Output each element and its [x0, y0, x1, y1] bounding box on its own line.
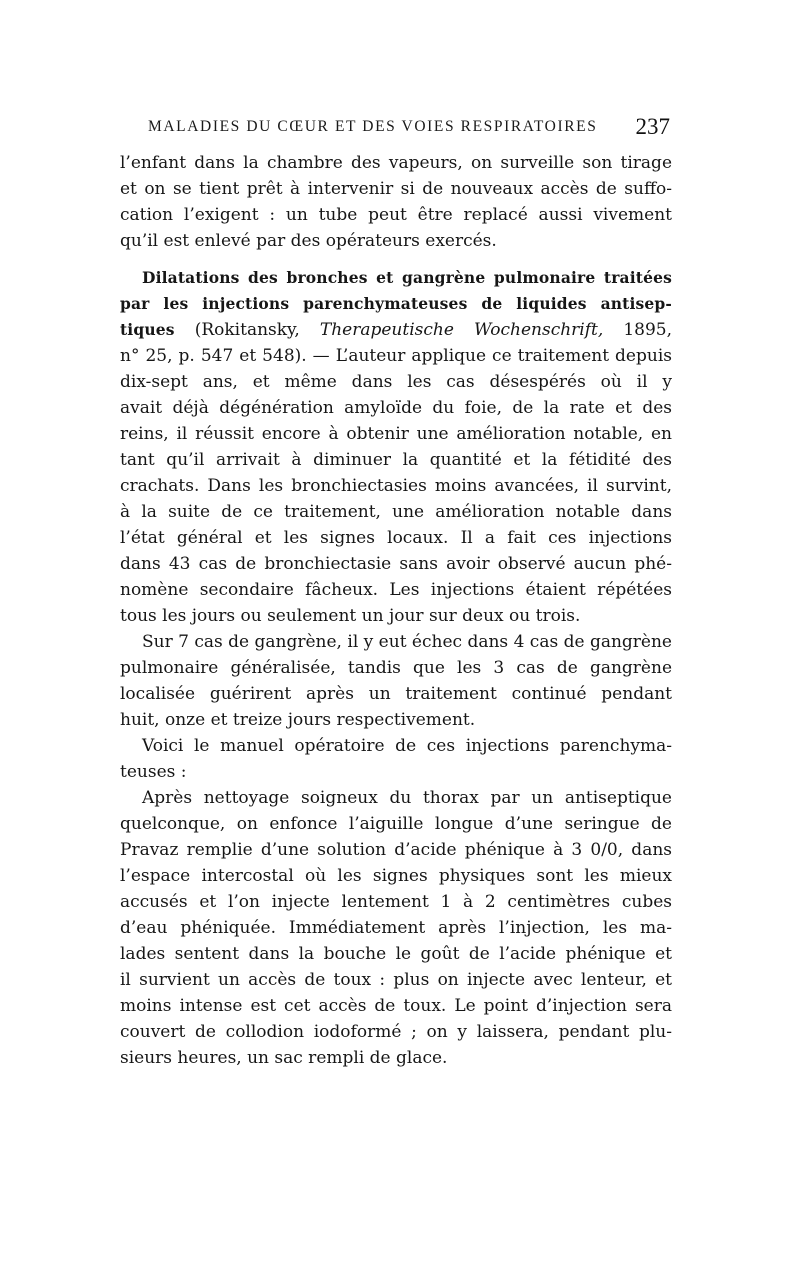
- text-line: Après nettoyage soigneux du thorax par un antiseptique: [142, 788, 672, 808]
- text-line: reins, il réussit encore à obtenir une amélioration notable, en: [120, 424, 672, 444]
- text-line: nomène secondaire fâcheux. Les injections étaient répétées: [120, 580, 672, 600]
- text-line: l’espace intercostal où les signes physiques sont les mieux: [120, 866, 672, 886]
- citation-journal: Therapeutische Wochenschrift,: [319, 320, 604, 340]
- page-number: 237: [635, 114, 670, 139]
- section-heading-line: Dilatations des bronches et gangrène pulmonaire traitées: [142, 268, 672, 287]
- text-line: l’enfant dans la chambre des vapeurs, on surveille son tirage: [120, 153, 672, 173]
- running-header: [148, 114, 674, 142]
- text-line: couvert de collodion iodoformé ; on y laissera, pendant plu-: [120, 1022, 672, 1042]
- section-heading-end: tiques: [120, 320, 175, 339]
- text-line: Pravaz remplie d’une solution d’acide phénique à 3 0/0, dans: [120, 840, 672, 860]
- text-line: Voici le manuel opératoire de ces injections parenchyma-: [142, 736, 672, 756]
- text-line: moins intense est cet accès de toux. Le point d’injection sera: [120, 996, 672, 1016]
- running-title: MALADIES DU CŒUR ET DES VOIES RESPIRATOIRES: [148, 118, 598, 135]
- text-line: à la suite de ce traitement, une amélioration notable dans: [120, 502, 672, 522]
- text-line: l’état général et les signes locaux. Il a fait ces injections: [120, 528, 672, 548]
- text-line: tous les jours ou seulement un jour sur deux ou trois.: [120, 606, 581, 626]
- text-line: n° 25, p. 547 et 548). — L’auteur applique ce traitement depuis: [120, 346, 672, 366]
- text-line-citation: [120, 317, 672, 343]
- text-line: Sur 7 cas de gangrène, il y eut échec dans 4 cas de gangrène: [142, 632, 672, 652]
- text-line: teuses :: [120, 762, 187, 782]
- text-line: localisée guérirent après un traitement continué pendant: [120, 684, 672, 704]
- text-line: lades sentent dans la bouche le goût de l’acide phénique et: [120, 944, 672, 964]
- text-line: tant qu’il arrivait à diminuer la quantité et la fétidité des: [120, 450, 672, 470]
- text-line: qu’il est enlevé par des opérateurs exercés.: [120, 231, 497, 251]
- text-line: pulmonaire généralisée, tandis que les 3 cas de gangrène: [120, 658, 672, 678]
- text-line: cation l’exigent : un tube peut être replacé aussi vivement: [120, 205, 672, 225]
- text-line: crachats. Dans les bronchiectasies moins avancées, il survint,: [120, 476, 672, 496]
- text-line: sieurs heures, un sac rempli de glace.: [120, 1048, 448, 1068]
- text-line: dans 43 cas de bronchiectasie sans avoir observé aucun phé-: [120, 554, 672, 574]
- text-line: d’eau phéniquée. Immédiatement après l’injection, les ma-: [120, 918, 672, 938]
- text-line: avait déjà dégénération amyloïde du foie, de la rate et des: [120, 398, 672, 418]
- text-line: et on se tient prêt à intervenir si de nouveaux accès de suffo-: [120, 179, 672, 199]
- citation-year: 1895,: [603, 320, 673, 340]
- text-line: quelconque, on enfonce l’aiguille longue d’une seringue de: [120, 814, 672, 834]
- text-line: accusés et l’on injecte lentement 1 à 2 centimètres cubes: [120, 892, 672, 912]
- text-line: huit, onze et treize jours respectivement.: [120, 710, 476, 730]
- section-heading-line: par les injections parenchymateuses de liquides antisep-: [120, 294, 672, 313]
- text-line: dix-sept ans, et même dans les cas désespérés où il y: [120, 372, 672, 392]
- text-line: il survient un accès de toux : plus on injecte avec lenteur, et: [120, 970, 672, 990]
- citation-author: (Rokitansky,: [174, 320, 320, 340]
